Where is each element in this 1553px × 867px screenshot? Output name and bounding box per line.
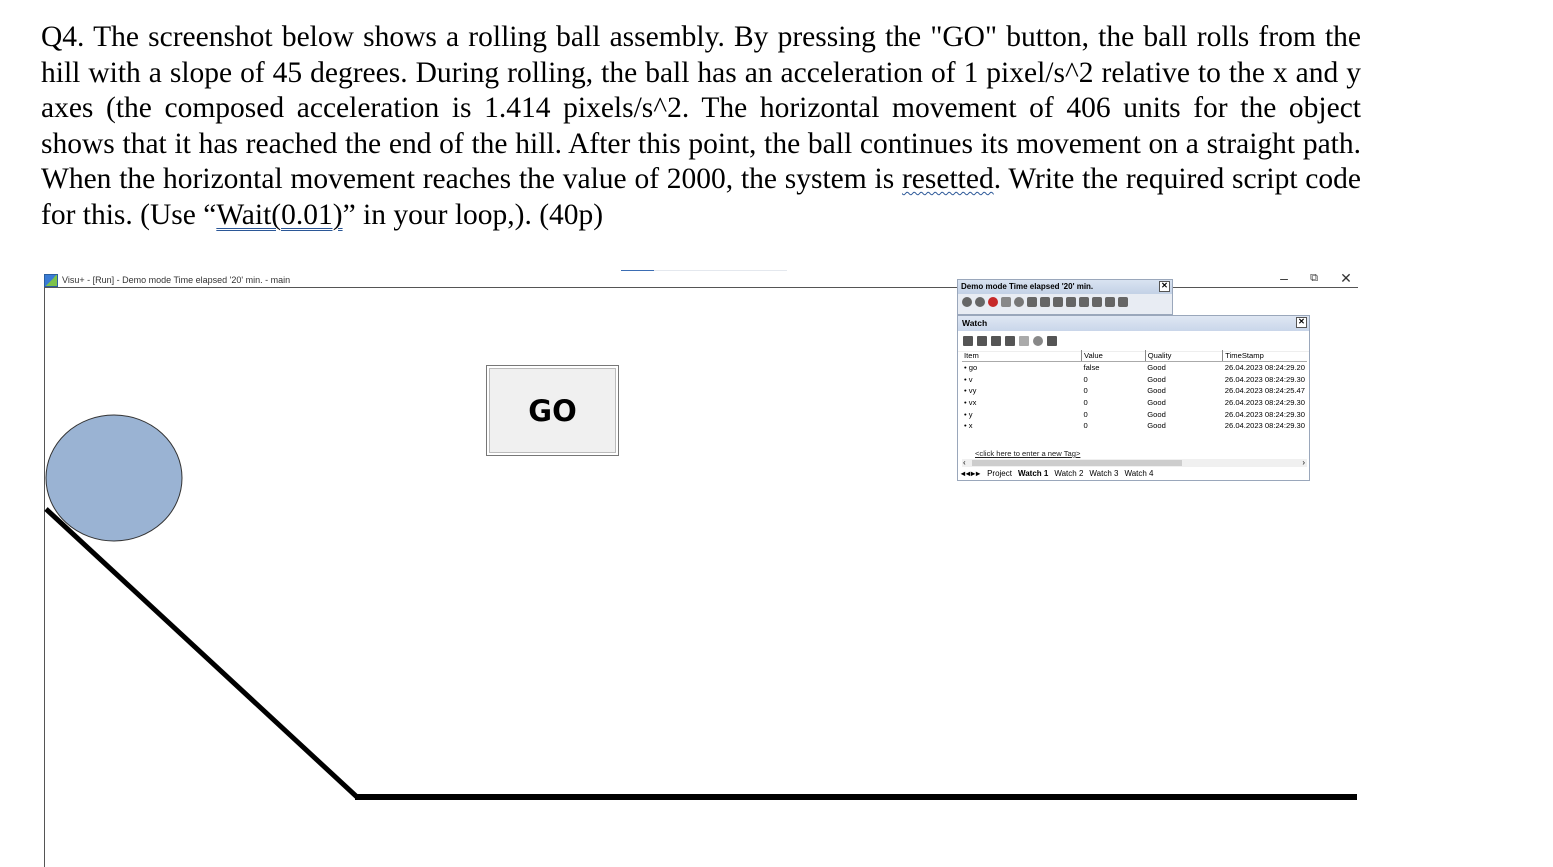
ball-scene xyxy=(0,266,1553,866)
question-part-2: . Write the required script code for this. (Use “ xyxy=(41,163,1361,231)
watch-timestamp-cell: 26.04.2023 08:24:29.30 xyxy=(1224,398,1305,408)
table-row[interactable] xyxy=(962,408,1307,420)
watch-quality-cell: Good xyxy=(1147,386,1166,396)
horizontal-scrollbar[interactable] xyxy=(962,459,1307,467)
col-quality[interactable]: Quality xyxy=(1145,350,1223,362)
device-icon[interactable] xyxy=(1118,297,1128,307)
watch-close-icon[interactable]: ✕ xyxy=(1296,317,1307,328)
tab-nav-icons[interactable]: ◂◂▸▸ xyxy=(961,469,982,478)
visu-app-window xyxy=(0,266,1553,866)
new-tag-link[interactable]: <click here to enter a new Tag> xyxy=(975,449,1081,458)
scroll-right-icon[interactable]: › xyxy=(1302,458,1305,467)
add-variable-icon[interactable] xyxy=(1005,336,1015,346)
demo-toolbar-title xyxy=(958,280,1172,294)
question-resetted: resetted xyxy=(901,163,994,195)
open-icon[interactable] xyxy=(977,336,987,346)
watch-value-cell: 0 xyxy=(1083,421,1088,431)
settings-icon[interactable] xyxy=(1079,297,1089,307)
monitor-icon[interactable] xyxy=(1105,297,1115,307)
slope-line xyxy=(46,509,357,797)
tab-watch-2[interactable]: Watch 2 xyxy=(1054,469,1084,478)
watch-item-cell: • x xyxy=(964,421,973,431)
scroll-thumb[interactable] xyxy=(972,460,1182,466)
table-row[interactable] xyxy=(962,362,1307,374)
watch-timestamp-cell: 26.04.2023 08:24:25.47 xyxy=(1224,386,1305,396)
network-icon[interactable] xyxy=(1066,297,1076,307)
app-title: Visu+ - [Run] - Demo mode Time elapsed '20' min. - main xyxy=(62,275,291,285)
demo-toolbar-icons xyxy=(958,294,1172,310)
close-icon[interactable]: ✕ xyxy=(1340,270,1352,286)
watch-quality-cell: Good xyxy=(1147,409,1166,419)
col-item[interactable]: Item xyxy=(962,350,1081,362)
save-icon[interactable] xyxy=(991,336,1001,346)
watch-timestamp-cell: 26.04.2023 08:24:29.30 xyxy=(1224,421,1305,431)
watch-item-cell: • vx xyxy=(964,398,977,408)
demo-mode-toolbar xyxy=(957,279,1173,315)
watch-timestamp-cell: 26.04.2023 08:24:29.30 xyxy=(1224,409,1305,419)
watch-item-cell: • v xyxy=(964,374,973,384)
question-wait: Wait(0.01) xyxy=(216,198,343,231)
tab-watch-3[interactable]: Watch 3 xyxy=(1089,469,1119,478)
question-part-3: ” in your loop,). (40p) xyxy=(342,198,604,231)
copy-icon[interactable] xyxy=(1019,336,1029,346)
watch-value-cell: 0 xyxy=(1083,386,1088,396)
tab-watch-4[interactable]: Watch 4 xyxy=(1124,469,1154,478)
table-row[interactable] xyxy=(962,420,1307,432)
scroll-left-icon[interactable]: ‹ xyxy=(963,458,966,467)
watch-timestamp-cell: 26.04.2023 08:24:29.20 xyxy=(1224,363,1305,373)
col-value[interactable]: Value xyxy=(1081,350,1145,362)
table-icon[interactable] xyxy=(1040,297,1050,307)
table-row[interactable] xyxy=(962,374,1307,386)
disable-icon[interactable] xyxy=(1033,336,1043,346)
watch-item-cell: • go xyxy=(964,363,978,373)
graph-icon[interactable] xyxy=(1053,297,1063,307)
watch-table xyxy=(962,350,1307,432)
watch-value-cell: false xyxy=(1083,363,1100,373)
watch-item-cell: • y xyxy=(964,409,973,419)
go-button[interactable]: GO xyxy=(486,365,619,456)
watch-value-cell: 0 xyxy=(1083,409,1088,419)
tab-watch-1[interactable]: Watch 1 xyxy=(1017,469,1049,478)
watch-quality-cell: Good xyxy=(1147,363,1166,373)
watch-title: Watch xyxy=(962,318,988,328)
demo-close-icon[interactable]: ✕ xyxy=(1159,281,1170,292)
flash-icon[interactable] xyxy=(1001,297,1011,307)
watch-item-cell: • vy xyxy=(964,386,977,396)
demo-title-text: Demo mode Time elapsed '20' min. xyxy=(961,282,1094,291)
table-row[interactable] xyxy=(962,385,1307,397)
question-text xyxy=(41,20,1361,233)
minimize-icon[interactable]: – xyxy=(1280,270,1288,286)
watch-value-cell: 0 xyxy=(1083,398,1088,408)
question-part-1: Q4. The screenshot below shows a rolling ball assembly. By pressing the "GO" button, the ball rolls from the hill with a slope of 45 degrees. During rolling, the ball has an acceleration of 1 pixel/s^2 relative to the x and y axes (the composed acceleration is 1.414 pixels/s^2. The horizontal movement of 406 units for the object shows that it has reached the end of the hill. After this point, the ball continues its movement on a straight path. When the horizontal movement reaches the value of 2000, the system is xyxy=(41,21,1361,195)
watch-timestamp-cell: 26.04.2023 08:24:29.30 xyxy=(1224,374,1305,384)
watch-value-cell: 0 xyxy=(1083,374,1088,384)
watch-tabs xyxy=(961,469,1153,478)
table-row[interactable] xyxy=(962,397,1307,409)
watch-quality-cell: Good xyxy=(1147,374,1166,384)
watch-titlebar xyxy=(958,316,1309,331)
watch-quality-cell: Good xyxy=(1147,398,1166,408)
pause-icon[interactable] xyxy=(975,297,985,307)
screen-icon[interactable] xyxy=(1027,297,1037,307)
watch-window xyxy=(957,315,1310,481)
watch-toolbar xyxy=(958,331,1309,352)
properties-icon[interactable] xyxy=(1047,336,1057,346)
watch-quality-cell: Good xyxy=(1147,421,1166,431)
tab-project[interactable]: Project xyxy=(987,469,1012,478)
play-icon[interactable] xyxy=(962,297,972,307)
chart-icon[interactable] xyxy=(1014,297,1024,307)
new-icon[interactable] xyxy=(963,336,973,346)
restore-icon[interactable]: ⧉ xyxy=(1310,272,1318,284)
stop-icon[interactable] xyxy=(988,297,998,307)
col-timestamp[interactable]: TimeStamp xyxy=(1223,350,1307,362)
export-icon[interactable] xyxy=(1092,297,1102,307)
ball xyxy=(46,415,182,541)
